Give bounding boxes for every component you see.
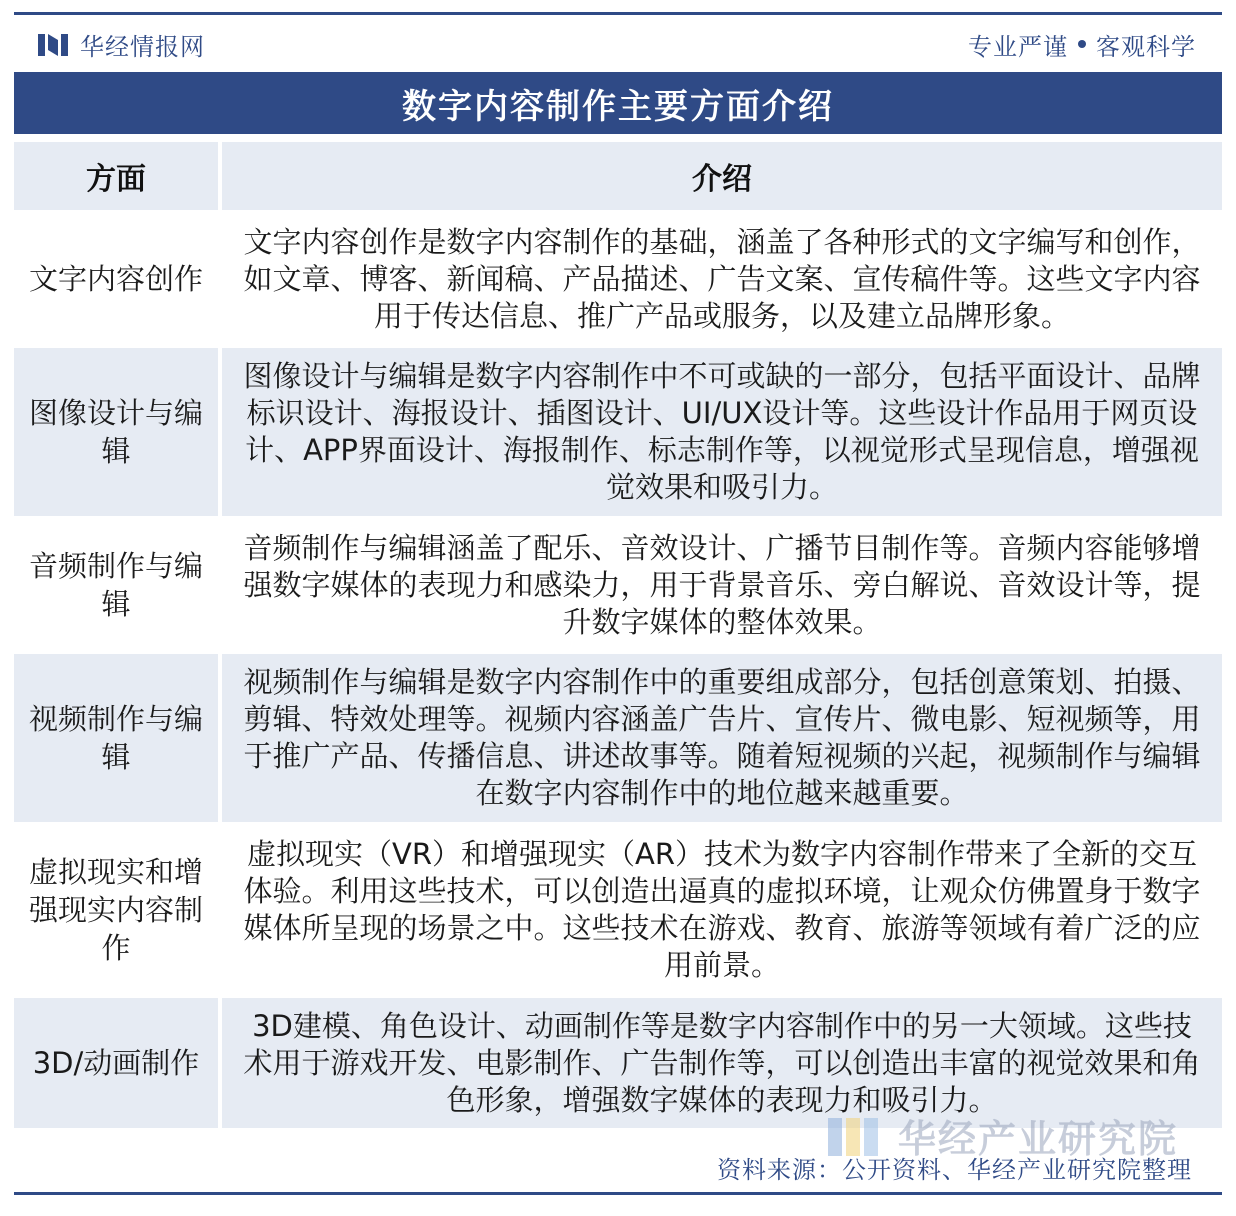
watermark-text: 华经产业研究院	[898, 1117, 1179, 1161]
row-description: 图像设计与编辑是数字内容制作中不可或缺的一部分，包括平面设计、品牌标识设计、海报设计、插图设计、UI/UX设计等。这些设计作品用于网页设计、APP界面设计、海报制作、标志制作等，以视觉形式呈现信息，增强视觉效果和吸引力。	[222, 348, 1222, 516]
table-row	[14, 520, 1222, 650]
column-header-aspect: 方面	[14, 142, 222, 210]
brand-logo-icon	[38, 30, 68, 58]
top-rule	[14, 12, 1222, 15]
row-aspect: 图像设计与编辑	[14, 348, 222, 516]
slogan	[968, 26, 1196, 62]
row-description: 3D建模、角色设计、动画制作等是数字内容制作中的另一大领域。这些技术用于游戏开发、电影制作、广告制作等，可以创造出丰富的视觉效果和角色形象，增强数字媒体的表现力和吸引力。	[222, 998, 1222, 1128]
content-table	[14, 138, 1222, 1132]
row-aspect: 音频制作与编辑	[14, 520, 222, 650]
table-row	[14, 214, 1222, 344]
slogan-right: 客观科学	[1096, 32, 1196, 61]
row-description: 文字内容创作是数字内容制作的基础，涵盖了各种形式的文字编写和创作，如文章、博客、新闻稿、产品描述、广告文案、宣传稿件等。这些文字内容用于传达信息、推广产品或服务，以及建立品牌形象。	[222, 214, 1222, 344]
table-row	[14, 654, 1222, 822]
table-row	[14, 348, 1222, 516]
brand-name: 华经情报网	[80, 32, 205, 61]
column-header-intro: 介绍	[222, 142, 1222, 210]
table-row	[14, 826, 1222, 994]
table-header-row	[14, 142, 1222, 210]
page-title: 数字内容制作主要方面介绍	[402, 86, 834, 127]
title-bar	[14, 72, 1222, 134]
brand	[38, 26, 205, 62]
row-aspect: 文字内容创作	[14, 214, 222, 344]
row-description: 音频制作与编辑涵盖了配乐、音效设计、广播节目制作等。音频内容能够增强数字媒体的表现力和感染力，用于背景音乐、旁白解说、音效设计等，提升数字媒体的整体效果。	[222, 520, 1222, 650]
row-aspect: 视频制作与编辑	[14, 654, 222, 822]
row-aspect: 3D/动画制作	[14, 998, 222, 1128]
row-description: 视频制作与编辑是数字内容制作中的重要组成部分，包括创意策划、拍摄、剪辑、特效处理等。视频内容涵盖广告片、宣传片、微电影、短视频等，用于推广产品、传播信息、讲述故事等。随着短视频的兴起，视频制作与编辑在数字内容制作中的地位越来越重要。	[222, 654, 1222, 822]
row-description: 虚拟现实（VR）和增强现实（AR）技术为数字内容制作带来了全新的交互体验。利用这些技术，可以创造出逼真的虚拟环境，让观众仿佛置身于数字媒体所呈现的场景之中。这些技术在游戏、教育、旅游等领域有着广泛的应用前景。	[222, 826, 1222, 994]
source-note: 资料来源：公开资料、华经产业研究院整理	[717, 1156, 1192, 1184]
slogan-dot-icon	[1078, 40, 1086, 48]
bottom-rule	[14, 1192, 1222, 1195]
row-aspect: 虚拟现实和增强现实内容制作	[14, 826, 222, 994]
slogan-left: 专业严谨	[968, 32, 1068, 61]
